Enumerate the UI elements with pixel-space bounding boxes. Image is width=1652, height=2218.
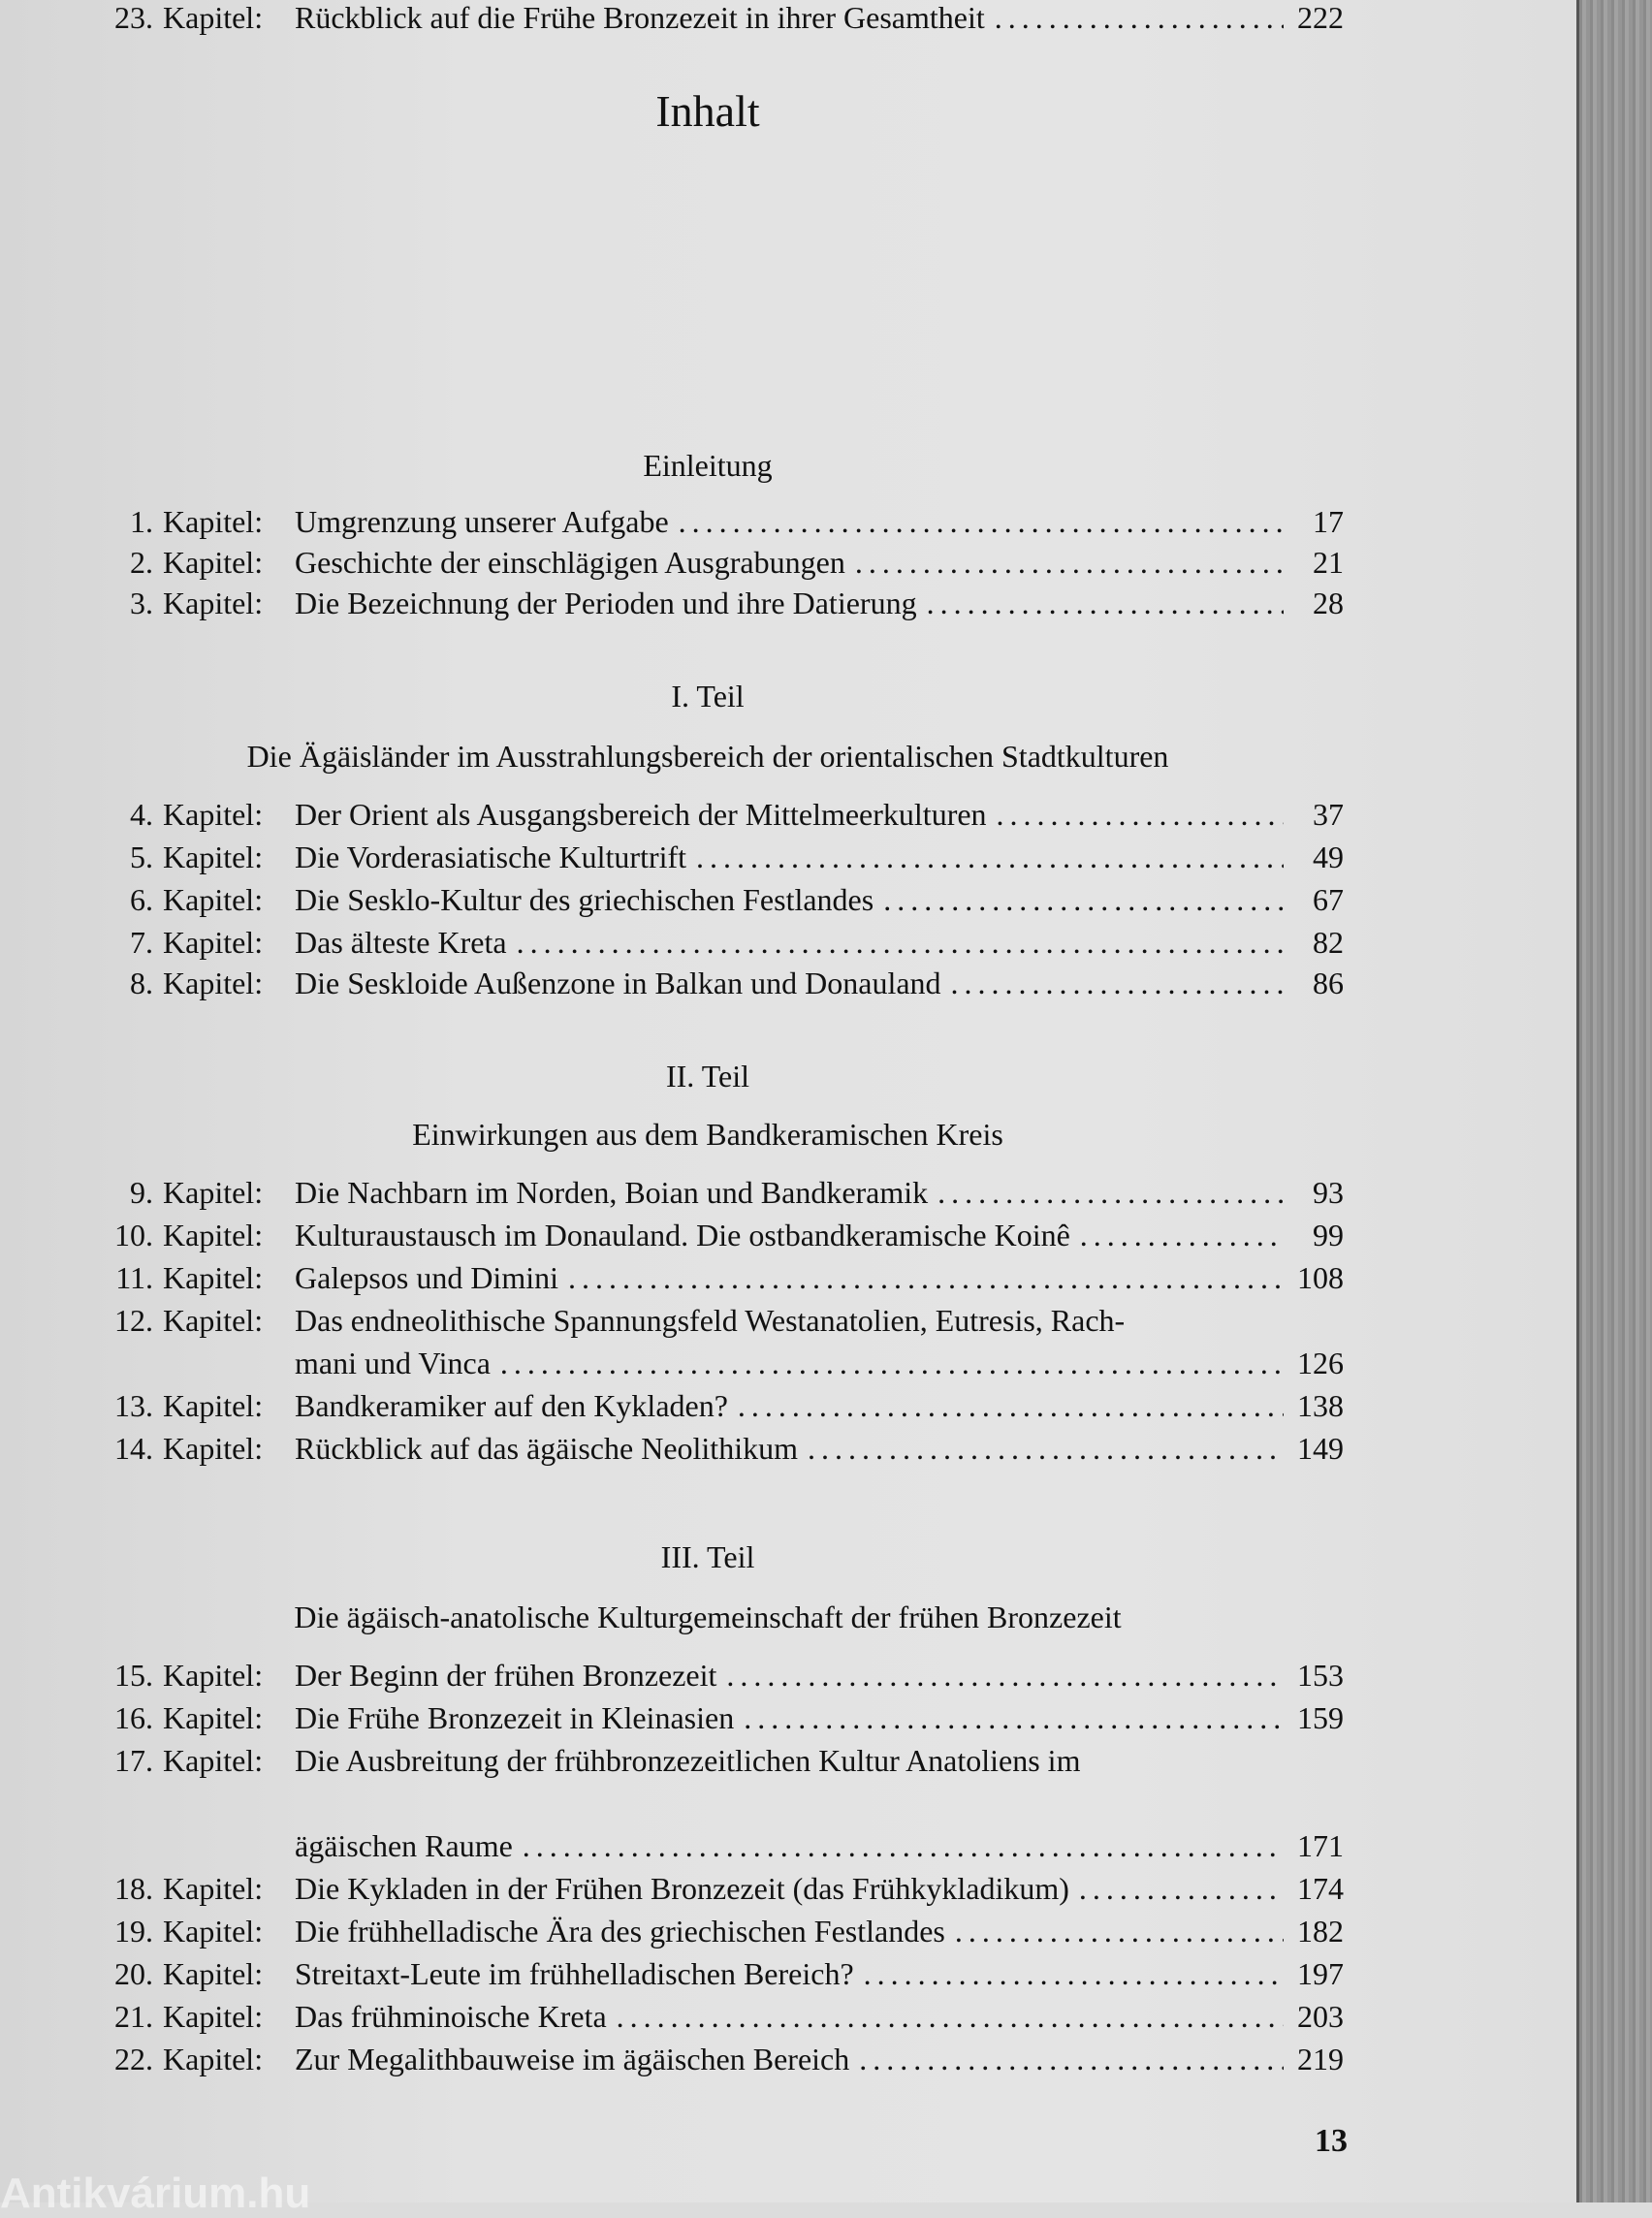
leader-dots [855, 545, 1284, 581]
chapter-title: Die Kykladen in der Frühen Bronzezeit (das Frühkykladikum) [295, 1871, 1069, 1906]
book-spine-edge [1576, 0, 1652, 2202]
chapter-number: 11. [115, 1260, 153, 1295]
chapter-label: Kapitel: [163, 925, 264, 960]
page-ref: 28 [1313, 586, 1344, 620]
page-ref: 149 [1297, 1431, 1344, 1466]
page-ref: 222 [1297, 0, 1344, 35]
section-heading: Einleitung [643, 448, 773, 483]
leader-dots [808, 1431, 1284, 1467]
watermark: Antikvárium.hu [0, 2170, 311, 2217]
section-heading: Die ägäisch-anatolische Kulturgemeinschaft der frühen Bronzezeit [294, 1600, 1122, 1634]
chapter-title: Die Ausbreitung der frühbronzezeitlichen Kultur Anatoliens im [295, 1743, 1081, 1778]
chapter-title: Die Frühe Bronzezeit in Kleinasien [295, 1700, 735, 1735]
toc-entry[interactable] [93, 1743, 1344, 1786]
chapter-label: Kapitel: [163, 1260, 264, 1295]
chapter-number: 1. [130, 504, 153, 539]
chapter-label: Kapitel: [163, 1956, 264, 1991]
chapter-label: Kapitel: [163, 840, 264, 874]
leader-dots [523, 1828, 1284, 1864]
section-heading: Die Ägäisländer im Ausstrahlungsbereich der orientalischen Stadtkulturen [246, 739, 1169, 774]
chapter-number: 22. [114, 2042, 153, 2076]
toc-entry[interactable] [93, 545, 1344, 587]
toc-entry[interactable] [93, 1658, 1344, 1700]
chapter-title-continuation: mani und Vinca [295, 1346, 491, 1380]
leader-dots [617, 1999, 1284, 2035]
toc-entry[interactable] [93, 1303, 1344, 1346]
leader-dots [726, 1658, 1284, 1694]
toc-entry[interactable] [93, 882, 1344, 925]
chapter-title: Die Bezeichnung der Perioden und ihre Datierung [295, 586, 917, 620]
chapter-title-continuation: ägäischen Raume [295, 1828, 513, 1863]
chapter-title: Die frühhelladische Ära des griechischen Festlandes [295, 1914, 945, 1949]
page-ref: 82 [1313, 925, 1344, 960]
chapter-number: 8. [130, 966, 153, 1000]
leader-dots [744, 1700, 1284, 1736]
page-ref: 67 [1313, 882, 1344, 917]
chapter-number: 9. [130, 1175, 153, 1210]
chapter-label: Kapitel: [163, 1303, 264, 1338]
leader-dots [937, 1175, 1284, 1211]
leader-dots [859, 2042, 1284, 2077]
page-ref: 153 [1297, 1658, 1344, 1693]
toc-entry[interactable] [93, 966, 1344, 1008]
part-heading: II. Teil [665, 1059, 750, 1093]
toc-entry[interactable] [93, 2042, 1344, 2084]
toc-entry[interactable] [93, 797, 1344, 840]
chapter-number: 20. [114, 1956, 153, 1991]
chapter-title: Die Sesklo-Kultur des griechischen Festlandes [295, 882, 874, 917]
leader-dots [500, 1346, 1284, 1381]
chapter-number: 12. [114, 1303, 153, 1338]
chapter-title: Die Vorderasiatische Kulturtrift [295, 840, 687, 874]
leader-dots [738, 1388, 1284, 1424]
toc-entry-continuation [93, 1828, 1344, 1871]
chapter-title: Umgrenzung unserer Aufgabe [295, 504, 669, 539]
chapter-number: 16. [114, 1700, 153, 1735]
page-ref: 203 [1297, 1999, 1344, 2034]
leader-dots [568, 1260, 1284, 1296]
chapter-title: Die Nachbarn im Norden, Boian und Bandkeramik [295, 1175, 929, 1210]
page-ref: 49 [1313, 840, 1344, 874]
chapter-title: Zur Megalithbauweise im ägäischen Bereich [295, 2042, 850, 2076]
toc-entry[interactable] [93, 1260, 1344, 1303]
chapter-number: 14. [114, 1431, 153, 1466]
toc-entry[interactable] [93, 0, 1344, 43]
chapter-label: Kapitel: [163, 0, 264, 35]
part-heading: III. Teil [660, 1539, 755, 1574]
page-ref: 126 [1297, 1346, 1344, 1380]
chapter-label: Kapitel: [163, 1743, 264, 1778]
chapter-title: Galepsos und Dimini [295, 1260, 558, 1295]
chapter-label: Kapitel: [163, 966, 264, 1000]
page-ref: 182 [1297, 1914, 1344, 1949]
chapter-label: Kapitel: [163, 797, 264, 832]
section-heading: Einwirkungen aus dem Bandkeramischen Kreis [412, 1117, 1003, 1152]
toc-entry[interactable] [93, 1956, 1344, 1999]
leader-dots [951, 966, 1284, 1001]
page-ref: 171 [1297, 1828, 1344, 1863]
chapter-label: Kapitel: [163, 1914, 264, 1949]
leader-dots [955, 1914, 1284, 1949]
chapter-label: Kapitel: [163, 1388, 264, 1423]
page-number: 13 [1315, 2123, 1348, 2159]
chapter-title: Das frühminoische Kreta [295, 1999, 607, 2034]
chapter-title: Geschichte der einschlägigen Ausgrabungen [295, 545, 845, 580]
page-ref: 93 [1313, 1175, 1344, 1210]
toc-entry[interactable] [93, 840, 1344, 882]
chapter-label: Kapitel: [163, 2042, 264, 2076]
toc-entry-continuation [93, 1346, 1344, 1388]
chapter-label: Kapitel: [163, 1871, 264, 1906]
leader-dots [696, 840, 1284, 875]
chapter-number: 17. [114, 1743, 153, 1778]
page-ref: 37 [1313, 797, 1344, 832]
chapter-title: Der Beginn der frühen Bronzezeit [295, 1658, 717, 1693]
page-ref: 86 [1313, 966, 1344, 1000]
leader-dots [679, 504, 1284, 540]
chapter-title: Die Seskloide Außenzone in Balkan und Donauland [295, 966, 941, 1000]
toc-entry[interactable] [93, 1914, 1344, 1956]
toc-entry[interactable] [93, 1871, 1344, 1914]
chapter-number: 3. [130, 586, 153, 620]
toc-entry[interactable] [93, 1218, 1344, 1260]
chapter-number: 18. [114, 1871, 153, 1906]
chapter-title: Rückblick auf das ägäische Neolithikum [295, 1431, 798, 1466]
toc-entry[interactable] [93, 1175, 1344, 1218]
chapter-label: Kapitel: [163, 1218, 264, 1252]
leader-dots [997, 797, 1284, 833]
page-ref: 159 [1297, 1700, 1344, 1735]
leader-dots [1080, 1218, 1284, 1253]
page-ref: 174 [1297, 1871, 1344, 1906]
chapter-number: 23. [114, 0, 153, 35]
leader-dots [1079, 1871, 1284, 1907]
leader-dots [864, 1956, 1284, 1992]
toc-entry[interactable] [93, 1700, 1344, 1743]
leader-dots [517, 925, 1284, 961]
page-ref: 219 [1297, 2042, 1344, 2076]
leader-dots [883, 882, 1284, 918]
chapter-number: 21. [114, 1999, 153, 2034]
page-ref: 108 [1297, 1260, 1344, 1295]
toc-entry[interactable] [93, 1431, 1344, 1473]
leader-dots [995, 0, 1284, 36]
chapter-title: Das endneolithische Spannungsfeld Westanatolien, Eutresis, Rach- [295, 1303, 1126, 1338]
chapter-number: 13. [114, 1388, 153, 1423]
chapter-number: 15. [114, 1658, 153, 1693]
toc-entry[interactable] [93, 586, 1344, 628]
page-ref: 138 [1297, 1388, 1344, 1423]
leader-dots [927, 586, 1284, 621]
chapter-label: Kapitel: [163, 1658, 264, 1693]
toc-entry[interactable] [93, 504, 1344, 547]
page-ref: 17 [1313, 504, 1344, 539]
chapter-title: Der Orient als Ausgangsbereich der Mittelmeerkulturen [295, 797, 987, 832]
chapter-label: Kapitel: [163, 1700, 264, 1735]
chapter-number: 2. [130, 545, 153, 580]
chapter-title: Bandkeramiker auf den Kykladen? [295, 1388, 728, 1423]
chapter-number: 4. [130, 797, 153, 832]
chapter-title: Streitaxt-Leute im frühhelladischen Bereich? [295, 1956, 854, 1991]
page-title: Inhalt [655, 86, 760, 136]
toc-entry[interactable] [93, 925, 1344, 967]
page-ref: 99 [1313, 1218, 1344, 1252]
chapter-number: 10. [114, 1218, 153, 1252]
chapter-label: Kapitel: [163, 1999, 264, 2034]
chapter-number: 7. [130, 925, 153, 960]
toc-entry[interactable] [93, 1388, 1344, 1431]
chapter-label: Kapitel: [163, 1175, 264, 1210]
chapter-number: 5. [130, 840, 153, 874]
chapter-title: Kulturaustausch im Donauland. Die ostbandkeramische Koinê [295, 1218, 1070, 1252]
chapter-label: Kapitel: [163, 1431, 264, 1466]
chapter-label: Kapitel: [163, 545, 264, 580]
chapter-label: Kapitel: [163, 504, 264, 539]
chapter-title: Rückblick auf die Frühe Bronzezeit in ihrer Gesamtheit [295, 0, 985, 35]
chapter-number: 6. [130, 882, 153, 917]
chapter-number: 19. [114, 1914, 153, 1949]
part-heading: I. Teil [671, 679, 745, 713]
page-ref: 197 [1297, 1956, 1344, 1991]
chapter-title: Das älteste Kreta [295, 925, 507, 960]
chapter-label: Kapitel: [163, 586, 264, 620]
page-ref: 21 [1313, 545, 1344, 580]
toc-entry[interactable] [93, 1999, 1344, 2042]
chapter-label: Kapitel: [163, 882, 264, 917]
